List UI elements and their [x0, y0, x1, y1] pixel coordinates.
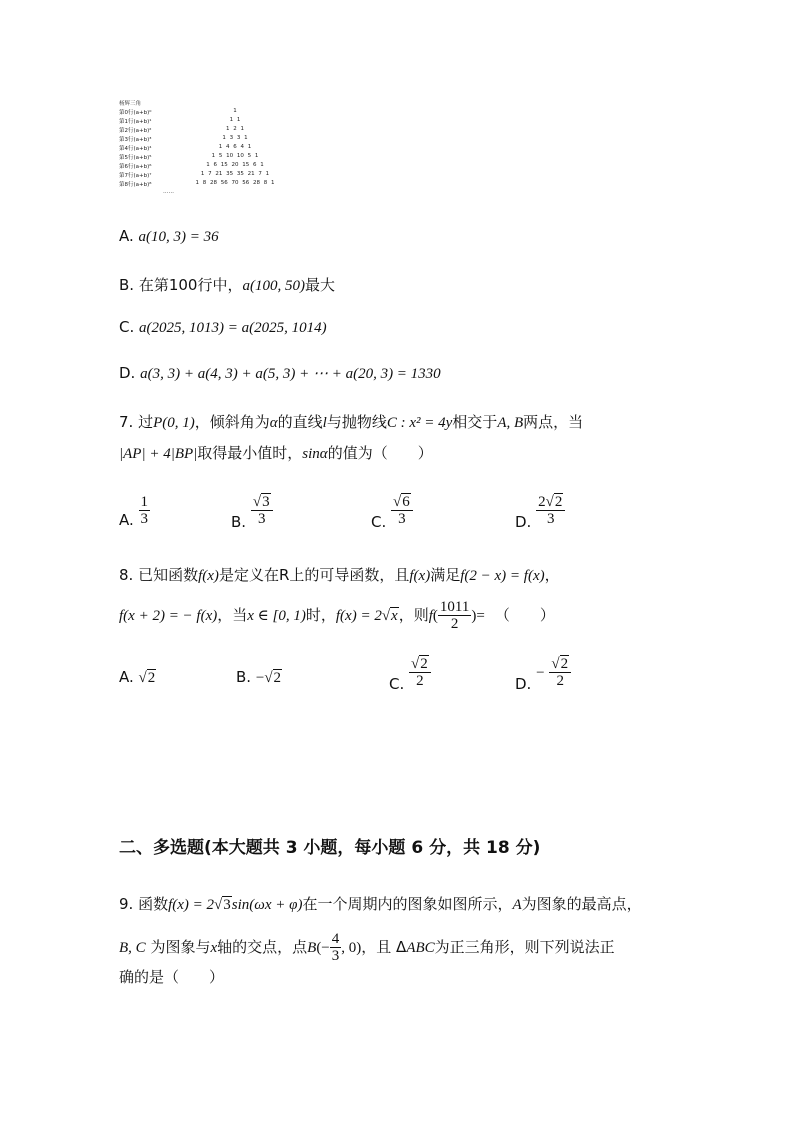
option-label: C.	[389, 675, 405, 693]
fraction	[139, 494, 151, 527]
triangle-row: 1	[233, 108, 237, 114]
q6-option-c-math: a(2025, 1013) = a(2025, 1014)	[139, 320, 327, 336]
q9-text: 为图象的最高点，	[521, 895, 642, 913]
q9-math: B	[307, 940, 317, 956]
q8-stem-line2: f(x + 2) = − f(x)，当x ∈ [0, 1)时，f(x) = 2√x，则f( $\frac{1011}{2}$ )= （ ）	[119, 599, 555, 632]
q9-stem-line2	[119, 931, 615, 964]
fraction	[391, 494, 413, 527]
triangle-row: 1 8 28 56 70 56 28 8 1	[195, 180, 275, 186]
q8-text: （ ）	[494, 606, 555, 624]
option-label: C.	[371, 513, 387, 531]
q8-math: f(x)	[409, 568, 431, 584]
q7-math: P(0, 1)	[153, 415, 195, 431]
q8-text: ，当	[217, 606, 248, 624]
q7-text: 两点，当	[523, 413, 584, 431]
triangle-row-label: 第7行(a+b)⁷	[119, 173, 152, 179]
sqrt: √3	[214, 897, 231, 913]
q7-option-b	[231, 494, 273, 531]
q9-stem-line1	[119, 893, 642, 914]
triangle-ellipsis: ……	[163, 189, 174, 195]
q9-text: 函数	[138, 895, 169, 913]
triangle-row-label: 第3行(a+b)³	[119, 137, 152, 143]
triangle-row-label: 第5行(a+b)⁵	[119, 155, 152, 161]
option-label: B.	[236, 668, 252, 686]
fraction	[438, 599, 471, 632]
triangle-title: 杨辉三角	[119, 101, 142, 107]
q8-math: f(2 − x) = f(x)	[460, 568, 545, 584]
q6-option-d-math: a(3, 3) + a(4, 3) + a(5, 3) + ⋯ + a(20, 3) = 1330	[140, 366, 441, 382]
q7-math: A, B	[497, 415, 524, 431]
q8-text: 已知函数	[138, 566, 199, 584]
q8-option-a	[119, 668, 156, 687]
q7-math: |AP| + 4|BP|	[119, 446, 198, 462]
q7-option-d	[515, 494, 565, 531]
minus-sign: −	[255, 670, 265, 686]
q7-text: 过	[138, 413, 154, 431]
option-label: D.	[119, 364, 136, 382]
q6-option-c	[119, 318, 327, 337]
section-heading: 二、多选题(本大题共 3 小题，每小题 6 分，共 18 分)	[119, 838, 541, 858]
q8-text: 是定义在R上的可导函数，且	[218, 566, 410, 584]
q8-math: f(x + 2) = − f(x)	[119, 608, 218, 624]
sqrt: √2	[545, 494, 563, 510]
option-label: C.	[119, 318, 135, 336]
triangle-row-label: 第8行(a+b)⁸	[119, 182, 152, 188]
triangle-row: 1 1	[229, 117, 241, 123]
q8-text: 满足	[430, 566, 461, 584]
q8-math: f(x)	[198, 568, 219, 584]
denominator: 3	[398, 511, 406, 527]
q9-text: 在一个周期内的图象如图所示，	[302, 895, 513, 913]
q9-math: x	[210, 940, 218, 956]
radicand: 2	[273, 670, 282, 686]
question-number: 8.	[119, 566, 134, 584]
sqrt: √x	[381, 608, 398, 624]
q8-math: f	[428, 608, 433, 624]
denominator: 2	[450, 616, 459, 632]
numerator: 1	[140, 494, 149, 510]
q8-text: ，则	[398, 606, 429, 624]
denominator: 2	[556, 673, 564, 689]
coefficient: 2	[538, 494, 546, 510]
triangle-row: 1 4 6 4 1	[218, 144, 252, 150]
q6-option-b	[119, 274, 335, 295]
question-number: 7.	[119, 413, 134, 431]
q8-option-c	[389, 656, 431, 693]
triangle-row-label: 第6行(a+b)⁶	[119, 164, 152, 170]
radicand: 6	[402, 494, 410, 510]
q7-stem-line1	[119, 411, 583, 432]
triangle-row: 1 5 10 10 5 1	[211, 153, 259, 159]
sqrt: √2	[264, 670, 282, 686]
denominator: 3	[140, 511, 149, 527]
q7-math: l	[322, 415, 327, 431]
triangle-row-label: 第1行(a+b)¹	[119, 119, 152, 125]
pascal-triangle-figure	[119, 99, 299, 201]
fraction	[330, 931, 342, 964]
q9-math: sin(ωx + φ)	[231, 897, 303, 913]
sqrt: √2	[138, 670, 156, 686]
q9-math: , 0)	[341, 940, 362, 956]
q7-text: 与抛物线	[326, 413, 387, 431]
q7-text: ，倾斜角为	[194, 413, 270, 431]
q7-math: C : x² = 4y	[386, 415, 453, 431]
equals: =	[476, 608, 485, 624]
radicand: 2	[554, 494, 563, 510]
option-label: A.	[119, 511, 134, 529]
option-label: A.	[119, 668, 134, 686]
q8-math: f(x) = 2	[335, 608, 382, 624]
q9-text: 轴的交点，点	[217, 938, 308, 956]
fraction	[549, 656, 571, 689]
q9-stem-line3: 确的是（ ）	[119, 968, 225, 986]
sqrt: √2	[551, 656, 569, 672]
q9-text: 为正三角形，则下列说法正	[434, 938, 615, 956]
sqrt: √6	[393, 494, 410, 510]
radicand: x	[391, 608, 398, 624]
option-label: A.	[119, 227, 134, 245]
q8-stem-line1	[119, 564, 560, 585]
triangle-row: 1 7 21 35 35 21 7 1	[200, 171, 270, 177]
q7-option-c	[371, 494, 413, 531]
q6-option-a-math: a(10, 3) = 36	[138, 229, 219, 245]
option-label: D.	[515, 675, 532, 693]
q6-option-b-math: a(100, 50)	[242, 278, 305, 294]
q7-math: α	[269, 415, 278, 431]
q9-text: 为图象与	[145, 938, 211, 956]
radicand: 3	[262, 494, 270, 510]
q9-math: f(x) = 2	[168, 897, 215, 913]
numerator: 4	[331, 931, 340, 947]
denominator: 3	[257, 511, 266, 527]
q6-option-a	[119, 227, 219, 246]
q8-option-b	[236, 668, 282, 687]
q7-text: 取得最小值时，	[197, 444, 303, 462]
q7-text: 的值为（ ）	[327, 444, 433, 462]
denominator: 3	[546, 511, 555, 527]
q9-math: (−	[316, 940, 330, 956]
q9-math: B, C	[119, 940, 146, 956]
q9-text: ，且 Δ	[361, 938, 407, 956]
numerator: 1011	[439, 599, 470, 615]
denominator: 2	[416, 673, 424, 689]
q8-option-d	[515, 656, 571, 693]
q6-option-b-text: 最大	[304, 276, 335, 294]
sqrt: √2	[411, 656, 428, 672]
q6-option-d	[119, 364, 441, 383]
sqrt: √3	[252, 494, 270, 510]
radicand: 2	[420, 656, 428, 672]
option-label: B.	[231, 513, 247, 531]
triangle-row-label: 第0行(a+b)⁰	[119, 110, 152, 116]
q7-option-a	[119, 494, 150, 529]
fraction	[536, 494, 565, 527]
radicand: 2	[560, 656, 569, 672]
q7-text: 的直线	[277, 413, 323, 431]
triangle-row: 1 3 3 1	[222, 135, 248, 141]
option-label: B.	[119, 276, 135, 294]
triangle-row: 1 2 1	[226, 126, 244, 132]
q8-text: 时，	[305, 606, 336, 624]
minus-sign: −	[536, 665, 545, 681]
q8-math: x ∈ [0, 1)	[247, 608, 306, 624]
denominator: 3	[331, 948, 340, 964]
triangle-row-label: 第2行(a+b)²	[119, 128, 152, 134]
question-number: 9.	[119, 895, 134, 913]
q6-option-b-text: 在第100行中，	[138, 276, 243, 294]
fraction	[409, 656, 431, 689]
fraction	[251, 494, 273, 527]
triangle-row: 1 6 15 20 15 6 1	[206, 162, 264, 168]
q7-math: sinα	[302, 446, 328, 462]
triangle-row-label: 第4行(a+b)⁴	[119, 146, 152, 152]
q9-math: ABC	[406, 940, 435, 956]
q9-math: A	[512, 897, 522, 913]
radicand: 3	[223, 897, 231, 913]
q7-stem-line2	[119, 442, 433, 463]
option-label: D.	[515, 513, 532, 531]
radicand: 2	[147, 670, 156, 686]
q7-text: 相交于	[452, 413, 498, 431]
q8-text: ，	[544, 566, 560, 584]
